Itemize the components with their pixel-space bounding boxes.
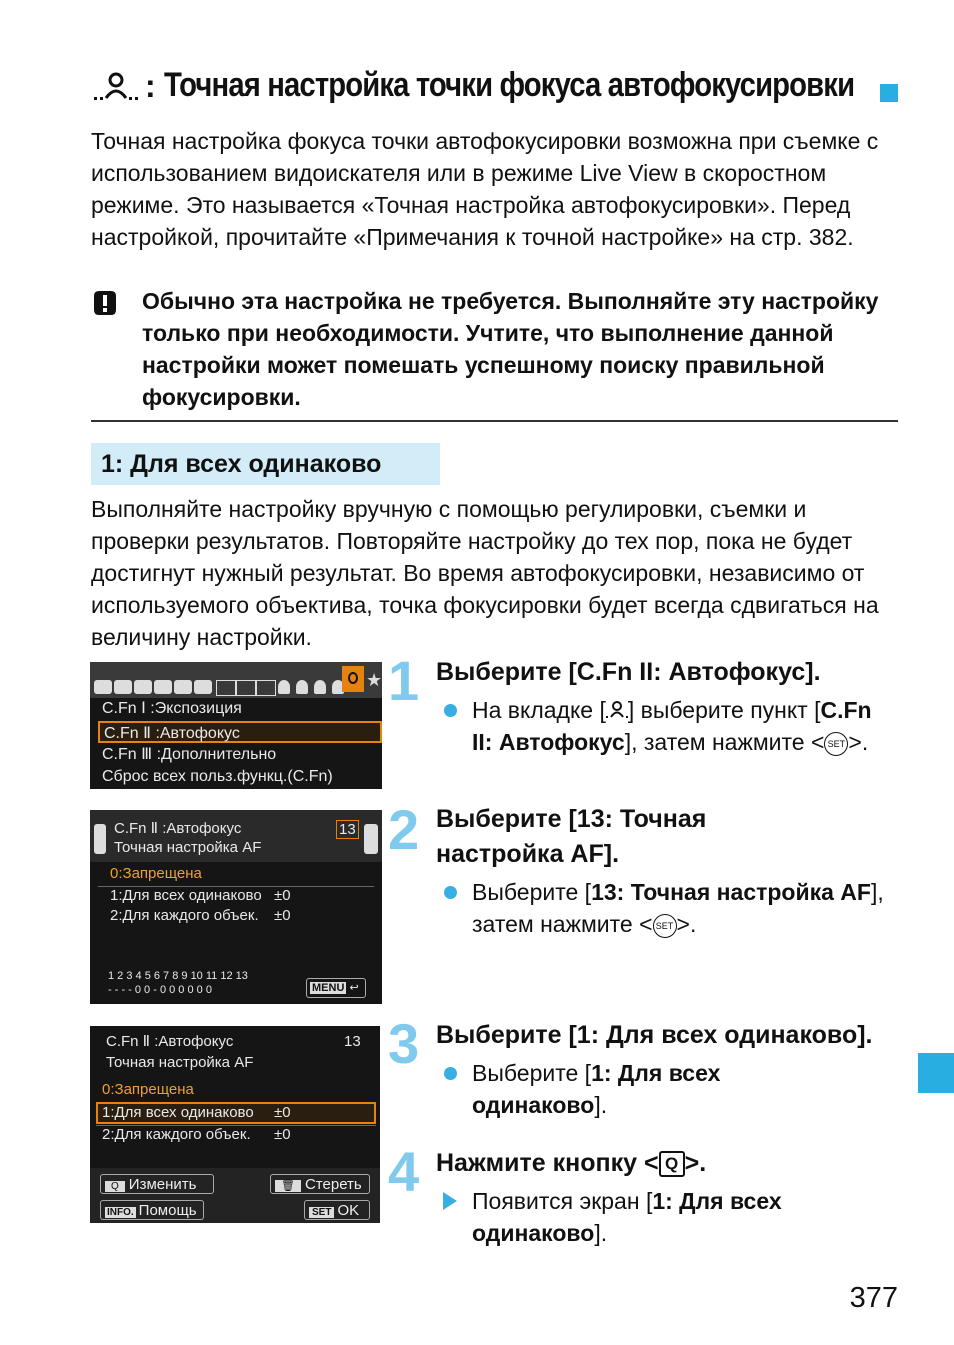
set-button-icon: SET [653,914,677,938]
step-number: 1 [388,649,420,712]
option-value: ±0 [274,887,291,904]
intro-paragraph: Точная настройка фокуса точки автофокусировки возможна при съемке с использованием видоискателя или в режиме Live View в скоростном режиме. Это называется «Точная настройка автофокусировки». Перед настройкой, прочитайте «Примечания к точной настройке» на стр. 382. [91,128,879,250]
section-paragraph: Выполняйте настройку вручную с помощью регулировки, съемки и проверки результатов. Повторяйте настройку до тех пор, пока не будет достигнут нужный результат. Во время автофокусировки, независимо от используемого объектива, точка фокусировки будет всегда сдвигаться на величину настройки. [91,496,879,650]
step-heading: Выберите [1: Для всех одинаково]. [436,1021,873,1049]
custom-function-icon [606,700,628,720]
step-instruction: Выберите [1: Для всех одинаково]. [472,1060,721,1118]
camera-screen-menu [90,662,382,789]
option-all-same: 1:Для всех одинаково [110,887,262,904]
result-arrow-icon [443,1192,457,1210]
ok-softkey: SET OK [304,1200,370,1220]
step-result: Появится экран [1: Для всех одинаково]. [472,1188,782,1246]
menu-return-button [306,978,366,998]
bullet-dot [444,1067,457,1080]
section-heading: 1: Для всех одинаково [91,443,440,485]
custom-function-icon [92,70,142,104]
title-colon: : [145,68,156,104]
step-heading: Нажмите кнопку < Q >. [436,1149,707,1177]
set-key-icon: SET [309,1207,334,1218]
step-number: 2 [388,798,420,861]
step-number: 3 [388,1012,420,1075]
function-number: 13 [344,1033,361,1050]
set-button-icon: SET [824,732,848,756]
menu-item-selected: C.Fn Ⅱ :Автофокус [98,721,382,743]
function-index-row: 1 2 3 4 5 6 7 8 9 10 11 12 13 [108,970,248,982]
menu-key-label: MENU [312,982,345,994]
camera-screen-option-select [90,1026,380,1223]
bullet-dot [444,704,457,717]
page-title: Точная настройка точки фокуса автофокусировки [164,66,855,104]
step-instruction: Выберите [13: Точная настройка AF], затем нажмите < SET >. [472,879,884,937]
option-value: ±0 [274,907,291,924]
option-disabled: 0:Запрещена [110,865,202,882]
camera-screen-af-microadjust [90,810,382,1004]
right-arrow-icon [364,824,378,854]
info-key-icon: INFO. [107,1207,134,1218]
screen-tab-icons: ★ [94,672,378,694]
function-number: 13 [336,820,359,839]
divider [91,420,898,422]
step-instruction: На вкладке [ ] выберите пункт [C.Fn II: Автофокус], затем нажмите < SET >. [472,697,872,755]
menu-item: C.Fn Ⅲ :Дополнительно [102,746,277,763]
screen-header-line2: Точная настройка AF [114,839,262,856]
option-all-same: 1:Для всех одинаково [102,1104,254,1121]
menu-item: Сброс всех польз.функц.(C.Fn) [102,768,333,785]
option-value: ±0 [274,1104,291,1121]
title-marker [880,84,898,102]
delete-softkey: 🗑 Стереть [270,1174,370,1194]
option-by-lens: 2:Для каждого объек. [102,1126,251,1143]
page-number: 377 [849,1282,898,1314]
left-arrow-icon [94,824,106,854]
q-key-icon: Q [105,1181,125,1192]
return-icon: ↩ [349,982,359,994]
menu-item: C.Fn Ⅰ :Экспозиция [102,700,242,717]
screen-header-line2: Точная настройка AF [106,1054,254,1071]
bullet-dot [444,886,457,899]
option-by-lens: 2:Для каждого объек. [110,907,259,924]
function-values-row: - - - - 0 0 - 0 0 0 0 0 0 [108,984,212,996]
option-value: ±0 [274,1126,291,1143]
trash-icon: 🗑 [275,1180,301,1192]
chapter-tab [918,1053,954,1093]
change-softkey: Q Изменить [100,1174,214,1194]
help-softkey: INFO. Помощь [100,1200,204,1220]
step-heading: Выберите [C.Fn II: Автофокус]. [436,658,821,686]
option-disabled: 0:Запрещена [102,1081,194,1098]
step-number: 4 [388,1140,420,1203]
screen-header-line1: C.Fn Ⅱ :Автофокус [114,820,242,837]
screen-header-line1: C.Fn Ⅱ :Автофокус [106,1033,234,1050]
warning-text: Обычно эта настройка не требуется. Выполняйте эту настройку только при необходимости. Учтите, что выполнение данной настройки может помешать успешному поиску правильной фокусировки. [142,288,879,410]
warning-icon [90,288,120,318]
step-heading: Выберите [13: Точная настройка AF]. [436,805,707,868]
q-button-icon: Q [659,1151,685,1177]
